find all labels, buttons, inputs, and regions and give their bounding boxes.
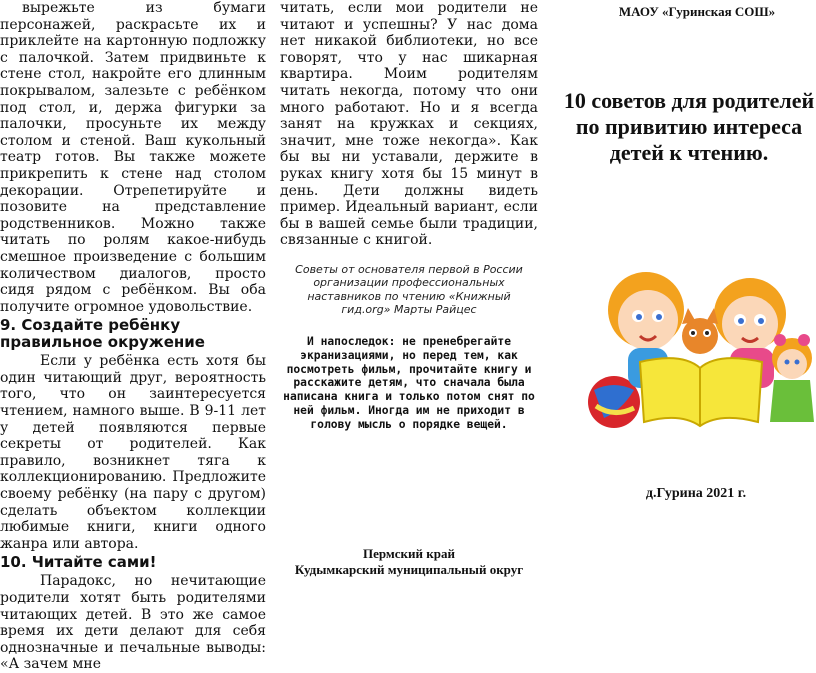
column-left [0,0,266,673]
cover-panel [560,0,816,577]
region-footer [280,546,538,577]
final-advice: И напоследок: не пренебрегайте экранизациями, но перед тем, как посмотреть фильм, прочитайте книгу и расскажите детям, что сначала была написана книга и только потом снят по ней фильм. Иногда им не приходит в голову мысль о порядке вещей. [283,334,535,431]
paragraph-continued: читать, если мои родители не читают и успешны? У нас дома нет никакой библиотеки, но все говорят, что у нас шикарная квартира. Моим родителям читать некогда, потому что они много работают. Но и я всегда занят на кружках и секциях, значит, мне тоже некогда». Как бы вы ни уставали, держите в руках книгу хотя бы 15 минут в день. Дети должны видеть пример. Идеальный вариант, если бы в вашей семье были традиции, связанные с книгой. [280,0,538,249]
school-name: МАОУ «Гуринская СОШ» [618,4,776,19]
place-and-year: д.Гурина 2021 г. [645,486,747,501]
paragraph-tip-9: Если у ребёнка есть хотя бы один читающий друг, вероятность того, что он заинтересуется чтением, намного выше. В 9-11 лет у детей появляются первые секреты от родителей. Как правило, возникнет тяга к коллекционированию. Предложите своему ребёнку (на пару с другом) сделать объектом коллекции любимые книги, книги одного жанра или автора. [0,353,266,552]
district-line: Кудымкарский муниципальный округ [294,561,524,577]
paragraph-puppet-theater: вырежьте из бумаги персонажей, раскрасьте их и приклейте на картонную подложку с палочкой. Затем придвиньте к стене стол, накройте его длинным покрывалом, залезьте с ребёнком под стол, и, держа фигурки за палочки, просуньте их между столом и стеной. Ваш кукольный театр готов. Вы также можете прикрепить к стене над столом декорации. Отрепетируйте и позовите на представление родственников. Можно также читать по ролям какое-нибудь смешное произведение с большим количеством диалогов, просто сидя рядом с ребёнком. Вы оба получите огромное удовольствие. [0,0,266,315]
children-reading-illustration [582,240,816,440]
source-attribution: Советы от основателя первой в России организации профессиональных наставников по чтению «Книжный гид.org» Марты Райцес [295,262,523,317]
region-line: Пермский край [363,546,455,561]
column-middle [280,0,538,431]
heading-tip-10: 10. Читайте сами! [0,553,157,572]
paragraph-tip-10: Парадокс, но нечитающие родители хотят быть родителями читающих детей. В это же самое время их дети делают для себя однозначные и печальные выводы: «А зачем мне [0,573,266,673]
cat-icon [682,318,718,354]
brochure-title: 10 советов для родителей по привитию интереса детей к чтению. [563,88,815,165]
heading-tip-9: 9. Создайте ребёнку правильное окружение [0,316,205,352]
